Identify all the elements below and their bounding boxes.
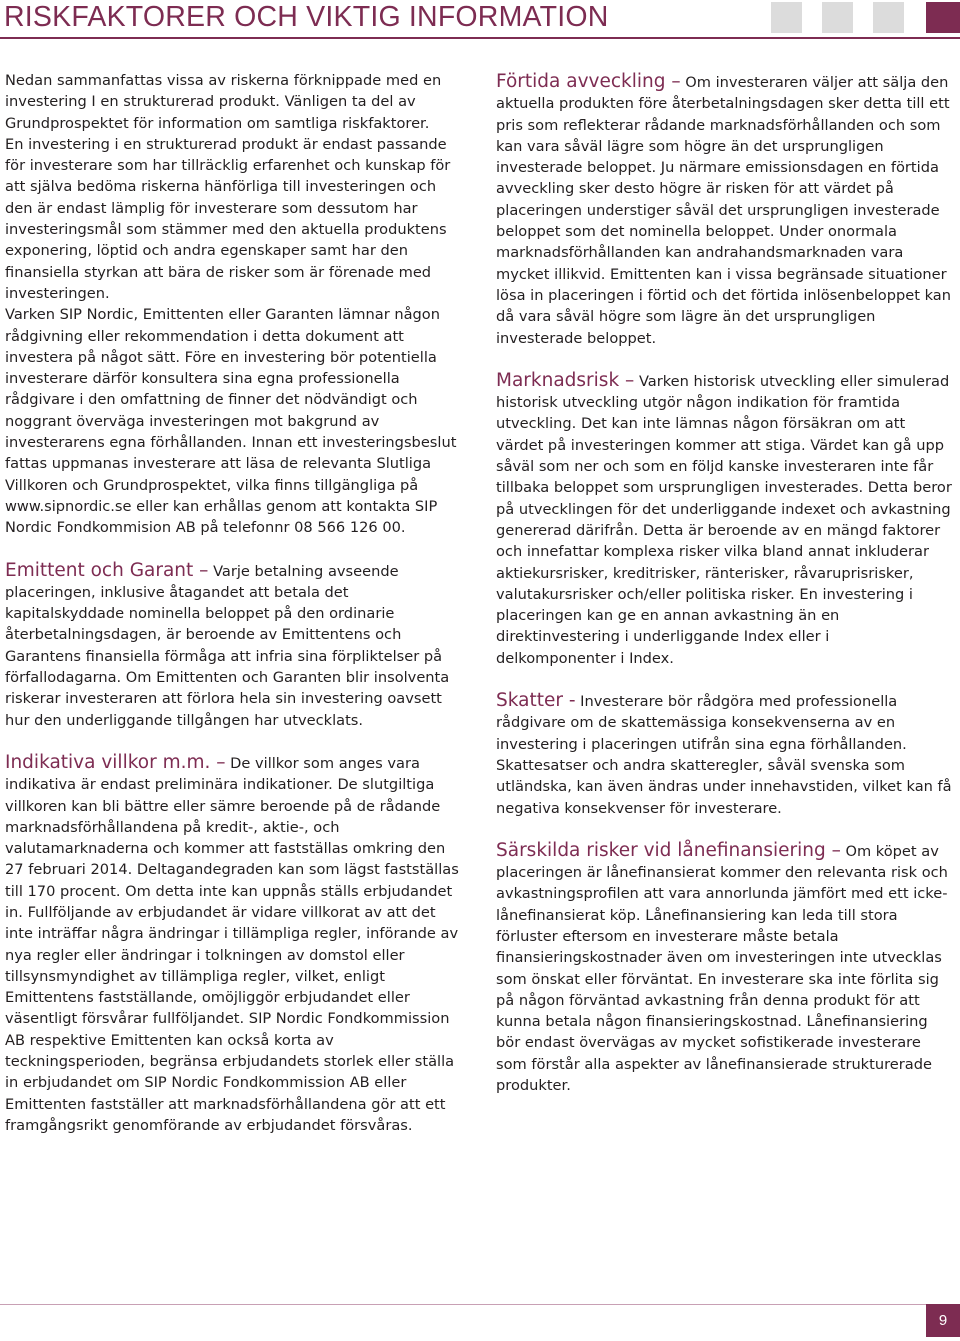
section-emittent bbox=[5, 560, 467, 731]
decorative-square-accent bbox=[926, 2, 960, 33]
page-header bbox=[0, 0, 960, 40]
section-text-marknadsrisk: Varken historisk utveckling eller simulerad historisk utveckling utgör någon indikation för framtida utveckling. Det kan inte lämnas någon försäkran om att värdet på investeringen kommer att stiga. Värdet kan gå upp såväl som ner och som en följd kanske investeraren inte får tillbaka beloppet som ursprungligen investerades. Detta beror på utvecklingen för det underliggande indexet och avkastning genererad därifrån. Detta är beroende av en mängd faktorer och innefattar komplexa risker vilka bland annat inkluderar aktiekursrisker, kreditrisker, ränterisker, råvaruprisrisker, valutakursrisker och/eller politiska risker. En investering i placeringen kan ge en annan avkastning än en direktinvestering i underliggande Index eller i delkomponenter i Index. bbox=[496, 372, 952, 667]
section-text-skatter: Investerare bör rådgöra med professionella rådgivare om de skattemässiga konsekvenserna av en investering i placeringen utifrån sina egna förhållanden. Skattesatser och andra skatteregler, såväl svenska som utländska, kan även ändras under innehavstiden, vilket kan få negativa konsekvenser för investerare. bbox=[496, 693, 952, 817]
left-column bbox=[5, 70, 467, 1136]
intro-paragraph-2: En investering i en strukturerad produkt är endast passande för investerare som har tillräcklig erfarenhet och kunskap för att själva bedöma riskerna hänförliga till investeringen och den är endast lämplig för investerare som dessutom har investeringsmål som stämmer med den aktuella produktens exponering, löptid och andra egenskaper samt har den finansiella styrkan att bära de risker som är förenade med investeringen. bbox=[5, 135, 451, 302]
footer-rule bbox=[0, 1304, 926, 1305]
page-number: 9 bbox=[926, 1304, 960, 1337]
section-text-fortida: Om investeraren väljer att sälja den aktuella produkten före återbetalningsdagen sker detta till ett pris som reflekterar rådande marknadsförhållanden och som kan vara såväl lägre som högre än det ursprungligen investerade beloppet. Ju närmare emissionsdagen en förtida avveckling sker desto högre är risken för att värdet på placeringen understiger såväl det ursprungligen investerade beloppet som det nominella beloppet. Under onormala marknadsförhållanden kan andrahandsmarknaden vara mycket illikvid. Emittenten kan i vissa begränsade situationer lösa in placeringen i förtid och det förtida inlösenbeloppet kan då vara såväl högre som lägre än det ursprungligen investerade beloppet. bbox=[496, 74, 951, 347]
header-rule bbox=[0, 37, 960, 39]
decorative-square-1 bbox=[771, 2, 802, 33]
section-text-sarskilda: Om köpet av placeringen är lånefinansierat kommer den relevanta risk och avkastningsprofilen att vara annorlunda jämfört med ett icke-lånefinansierat köp. Lånefinansiering kan leda till stora förluster eftersom en investerare måste betala finansieringskostnader även om investeringen inte utvecklas som önskat eller förväntat. En investerare ska inte förlita sig på någon förväntad avkastning från denna produkt för att kunna betala någon finansieringskostnad. Lånefinansiering bör endast övervägas av mycket sofistikerade investerare som förstår alla aspekter av lånefinansierade strukturerade produkter. bbox=[496, 842, 948, 1095]
section-heading-marknadsrisk: Marknadsrisk – bbox=[496, 369, 635, 391]
intro-paragraph-3: Varken SIP Nordic, Emittenten eller Garanten lämnar någon rådgivning eller rekommendation i detta dokument att investera på något sätt. Före en investering bör potentiella investerare därför konsultera sina egna professionella rådgivare i den omfattning de finner det nödvändigt och noggrant överväga investeringen mot bakgrund av investerarens egna förhållanden. Innan ett investeringsbeslut fattas uppmanas investerare att läsa de relevanta Slutliga Villkoren och Grundprospektet, vilka finns tillgängliga på www.sipnordic.se eller kan erhållas genom att kontakta SIP Nordic Fondkommision AB på telefonnr 08 566 126 00. bbox=[5, 306, 457, 537]
section-heading-indikativa: Indikativa villkor m.m. – bbox=[5, 751, 226, 773]
intro-paragraph-1: Nedan sammanfattas vissa av riskerna förknippade med en investering I en strukturerad produkt. Vänligen ta del av Grundprospektet för information om samtliga riskfaktorer. bbox=[5, 72, 442, 132]
section-fortida bbox=[496, 71, 952, 349]
decorative-square-2 bbox=[822, 2, 853, 33]
right-column bbox=[496, 71, 952, 1096]
section-skatter bbox=[496, 690, 952, 819]
decorative-square-3 bbox=[873, 2, 904, 33]
page-title: RISKFAKTORER OCH VIKTIG INFORMATION bbox=[4, 1, 609, 33]
section-marknadsrisk bbox=[496, 370, 952, 669]
section-heading-fortida: Förtida avveckling – bbox=[496, 71, 681, 92]
section-text-indikativa: De villkor som anges vara indikativa är endast preliminära indikationer. De slutgiltiga villkoren kan bli bättre eller sämre beroende på de rådande marknadsförhållandena på kredit-, aktie-, och valutamarknaderna och kommer att fastställas omkring den 27 februari 2014. Deltagandegraden kan som lägst fastställas till 170 procent. Om detta inte kan uppnås ställs erbjudandet in. Fullföljande av erbjudandet är vidare villkorat av att det inte inträffar några ändringar i tillämpliga regler, införande av nya regler eller ändringar i tolkningen av domstol eller tillsynsmyndighet av tillämpliga regler, vilket, enligt Emittentens fastställande, omöjliggör erbjudandet eller väsentligt försvårar fullföljandet. SIP Nordic Fondkommission AB respektive Emittenten kan också korta av teckningsperioden, begränsa erbjudandets storlek eller ställa in erbjudandet om SIP Nordic Fondkommission AB eller Emittenten fastställer att marknadsförhållandena gör att ett framgångsrikt genomförande av erbjudandet försvåras. bbox=[5, 754, 459, 1134]
section-text-emittent: Varje betalning avseende placeringen, inklusive åtagandet att betala det kapitalskyddade nominella beloppet på den ordinarie återbetalningsdagen, är beroende av Emittentens och Garantens finansiella förmåga att infria sina förpliktelser på förfallodagarna. Om Emittenten och Garanten blir insolventa riskerar investeraren att förlora hela sin investering oavsett hur den underliggande tillgången har utvecklats. bbox=[5, 562, 450, 729]
section-heading-skatter: Skatter - bbox=[496, 690, 576, 712]
section-heading-emittent: Emittent och Garant – bbox=[5, 559, 209, 581]
section-heading-sarskilda: Särskilda risker vid lånefinansiering – bbox=[496, 839, 841, 861]
section-indikativa bbox=[5, 752, 467, 1136]
section-sarskilda bbox=[496, 840, 952, 1097]
